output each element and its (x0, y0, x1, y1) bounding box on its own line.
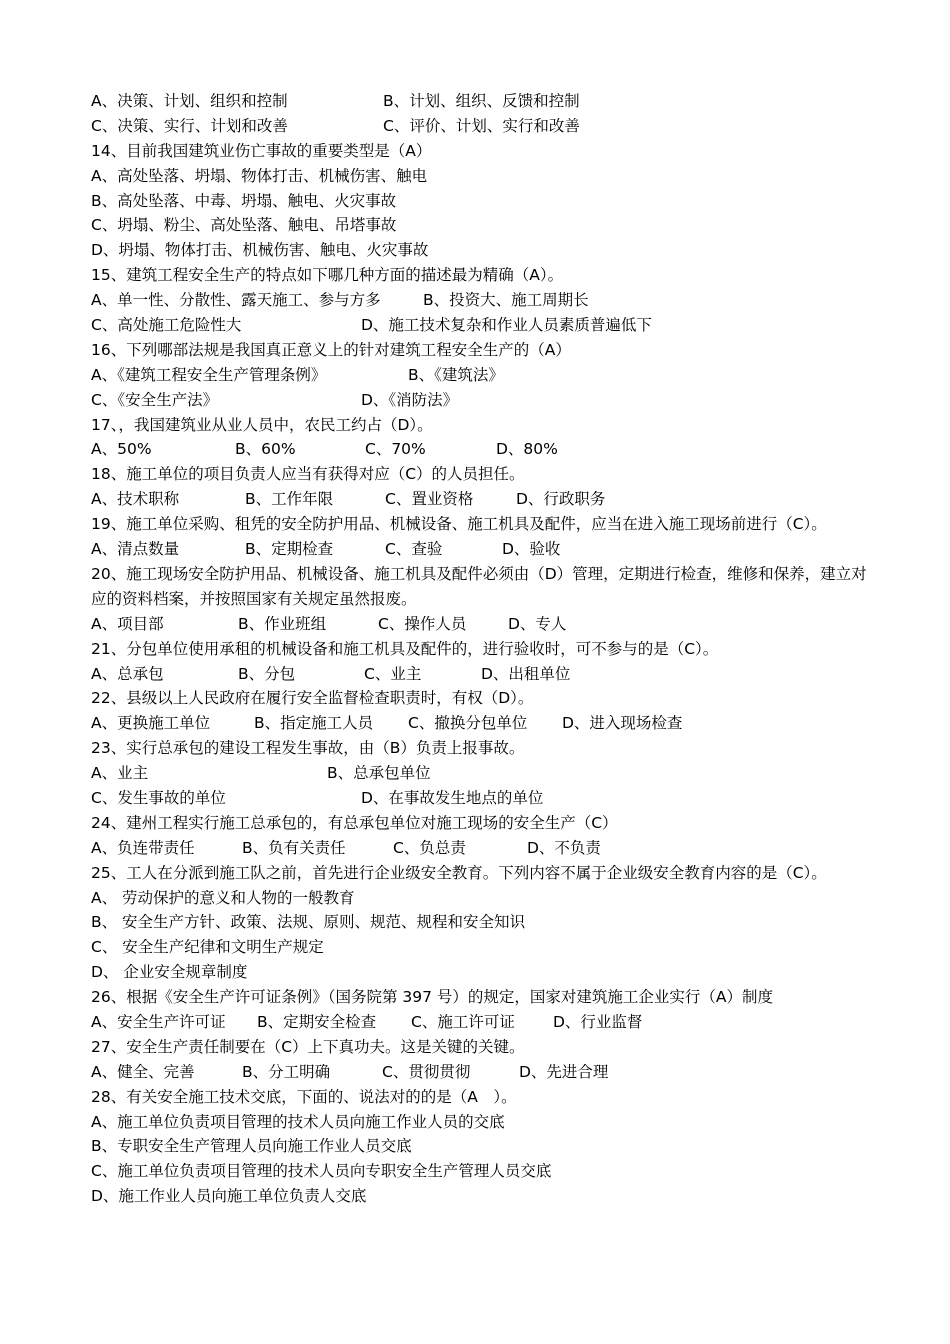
option: D、出租单位 (481, 664, 571, 683)
option: B、60% (235, 440, 296, 459)
option: B、指定施工人员 (254, 714, 374, 733)
question-23: 23、实行总承包的建设工程发生事故，由（B）负责上报事故。 (91, 739, 525, 758)
document-body (91, 89, 871, 1209)
question-26: 26、根据《安全生产许可证条例》（国务院第 397 号）的规定，国家对建筑施工企业实行（A）制度 (91, 988, 774, 1007)
option-line: C、 安全生产纪律和文明生产规定 (91, 938, 324, 957)
option-line: D、施工作业人员向施工单位负责人交底 (91, 1187, 367, 1206)
option: B、分工明确 (242, 1062, 331, 1081)
option: B、定期安全检查 (257, 1013, 377, 1032)
question-28: 28、有关安全施工技术交底，下面的、说法对的的是（A ）。 (91, 1087, 517, 1106)
option: B、总承包单位 (327, 764, 431, 783)
options-line (91, 114, 871, 139)
option: D、80% (496, 440, 558, 459)
option: A、项目部 (91, 614, 164, 633)
options-line (91, 1010, 871, 1035)
option-line: C、坍塌、粉尘、高处坠落、触电、吊塔事故 (91, 216, 397, 235)
option: D、先进合理 (519, 1062, 609, 1081)
options-line (91, 537, 871, 562)
options-line (91, 288, 871, 313)
option-line: B、 安全生产方针、政策、法规、原则、规范、规程和安全知识 (91, 913, 526, 932)
option: A、健全、完善 (91, 1062, 195, 1081)
options-line (91, 662, 871, 687)
question-18: 18、施工单位的项目负责人应当有获得对应（C）的人员担任。 (91, 465, 525, 484)
option: D、进入现场检查 (562, 714, 683, 733)
option-line: B、专职安全生产管理人员向施工作业人员交底 (91, 1137, 412, 1156)
question-14: 14、目前我国建筑业伤亡事故的重要类型是（A） (91, 141, 432, 160)
option: A、更换施工单位 (91, 714, 211, 733)
option: C、置业资格 (385, 490, 474, 509)
option: A、业主 (91, 764, 149, 783)
options-line (91, 786, 871, 811)
question-19: 19、施工单位采购、租凭的安全防护用品、机械设备、施工机具及配件，应当在进入施工现场前进行（C）。 (91, 515, 827, 534)
question-17: 17、，我国建筑业从业人员中，农民工约占（D）。 (91, 415, 433, 434)
options-line (91, 487, 871, 512)
options-line (91, 836, 871, 861)
option: D、不负责 (527, 838, 601, 857)
option: C、《安全生产法》 (91, 390, 219, 409)
option-line: D、坍塌、物体打击、机械伤害、触电、火灾事故 (91, 241, 429, 260)
options-line (91, 313, 871, 338)
option: A、总承包 (91, 664, 164, 683)
option: D、行业监督 (553, 1013, 643, 1032)
option-line: B、高处坠落、中毒、坍塌、触电、火灾事故 (91, 191, 397, 210)
option: C、撤换分包单位 (408, 714, 528, 733)
option: A、技术职称 (91, 490, 180, 509)
options-line (91, 711, 871, 736)
options-line (91, 1060, 871, 1085)
option: A、负连带责任 (91, 838, 195, 857)
options-line (91, 437, 871, 462)
option: D、《消防法》 (361, 390, 459, 409)
option: C、70% (365, 440, 426, 459)
option: D、施工技术复杂和作业人员素质普遍低下 (361, 316, 652, 335)
options-line (91, 89, 871, 114)
option: B、负有关责任 (242, 838, 346, 857)
options-line (91, 363, 871, 388)
options-line (91, 761, 871, 786)
option: C、评价、计划、实行和改善 (383, 116, 580, 135)
question-24: 24、建州工程实行施工总承包的，有总承包单位对施工现场的安全生产（C） (91, 813, 618, 832)
option: C、业主 (364, 664, 422, 683)
option: D、专人 (508, 614, 567, 633)
option: D、验收 (502, 540, 561, 559)
option-line: A、 劳动保护的意义和人物的一般教育 (91, 888, 355, 907)
option: C、贯彻贯彻 (382, 1062, 471, 1081)
option: C、查验 (385, 540, 443, 559)
option-line: A、高处坠落、坍塌、物体打击、机械伤害、触电 (91, 166, 428, 185)
question-16: 16、下列哪部法规是我国真正意义上的针对建筑工程安全生产的（A） (91, 340, 571, 359)
question-25: 25、工人在分派到施工队之前，首先进行企业级安全教育。下列内容不属于企业级安全教育内容的是（C）。 (91, 863, 827, 882)
option: D、行政职务 (516, 490, 606, 509)
option: B、工作年限 (245, 490, 334, 509)
option: A、《建筑工程安全生产管理条例》 (91, 365, 327, 384)
options-line (91, 388, 871, 413)
option: B、计划、组织、反馈和控制 (383, 92, 580, 110)
options-line (91, 612, 871, 637)
question-20: 20、施工现场安全防护用品、机械设备、施工机具及配件必须由（D）管理，定期进行检查，维修和保养，建立对应的资料档案，并按照国家有关规定虽然报废。 (91, 564, 867, 608)
option-line: A、施工单位负责项目管理的技术人员向施工作业人员的交底 (91, 1112, 505, 1131)
option: C、发生事故的单位 (91, 788, 226, 807)
question-22: 22、县级以上人民政府在履行安全监督检查职责时，有权（D）。 (91, 689, 534, 708)
option-line: D、 企业安全规章制度 (91, 963, 248, 982)
option: A、50% (91, 440, 152, 459)
option: C、施工许可证 (411, 1013, 515, 1032)
option: A、清点数量 (91, 540, 180, 559)
option: B、作业班组 (238, 614, 327, 633)
question-15: 15、建筑工程安全生产的特点如下哪几种方面的描述最为精确（A）。 (91, 266, 564, 285)
option: B、分包 (238, 664, 296, 683)
option: D、在事故发生地点的单位 (361, 788, 544, 807)
option: A、安全生产许可证 (91, 1013, 226, 1032)
option: A、决策、计划、组织和控制 (91, 92, 288, 110)
option: C、操作人员 (378, 614, 467, 633)
option: B、投资大、施工周期长 (423, 291, 589, 310)
option: B、定期检查 (245, 540, 334, 559)
question-27: 27、安全生产责任制要在（C）上下真功夫。这是关键的关键。 (91, 1037, 525, 1056)
option: B、《建筑法》 (408, 365, 504, 384)
option-line: C、施工单位负责项目管理的技术人员向专职安全生产管理人员交底 (91, 1162, 552, 1181)
option: C、负总责 (393, 838, 466, 857)
option: C、决策、实行、计划和改善 (91, 116, 288, 135)
option: A、单一性、分散性、露天施工、参与方多 (91, 291, 381, 310)
option: C、高处施工危险性大 (91, 316, 242, 335)
question-21: 21、分包单位使用承租的机械设备和施工机具及配件的，进行验收时，可不参与的是（C）。 (91, 639, 719, 658)
